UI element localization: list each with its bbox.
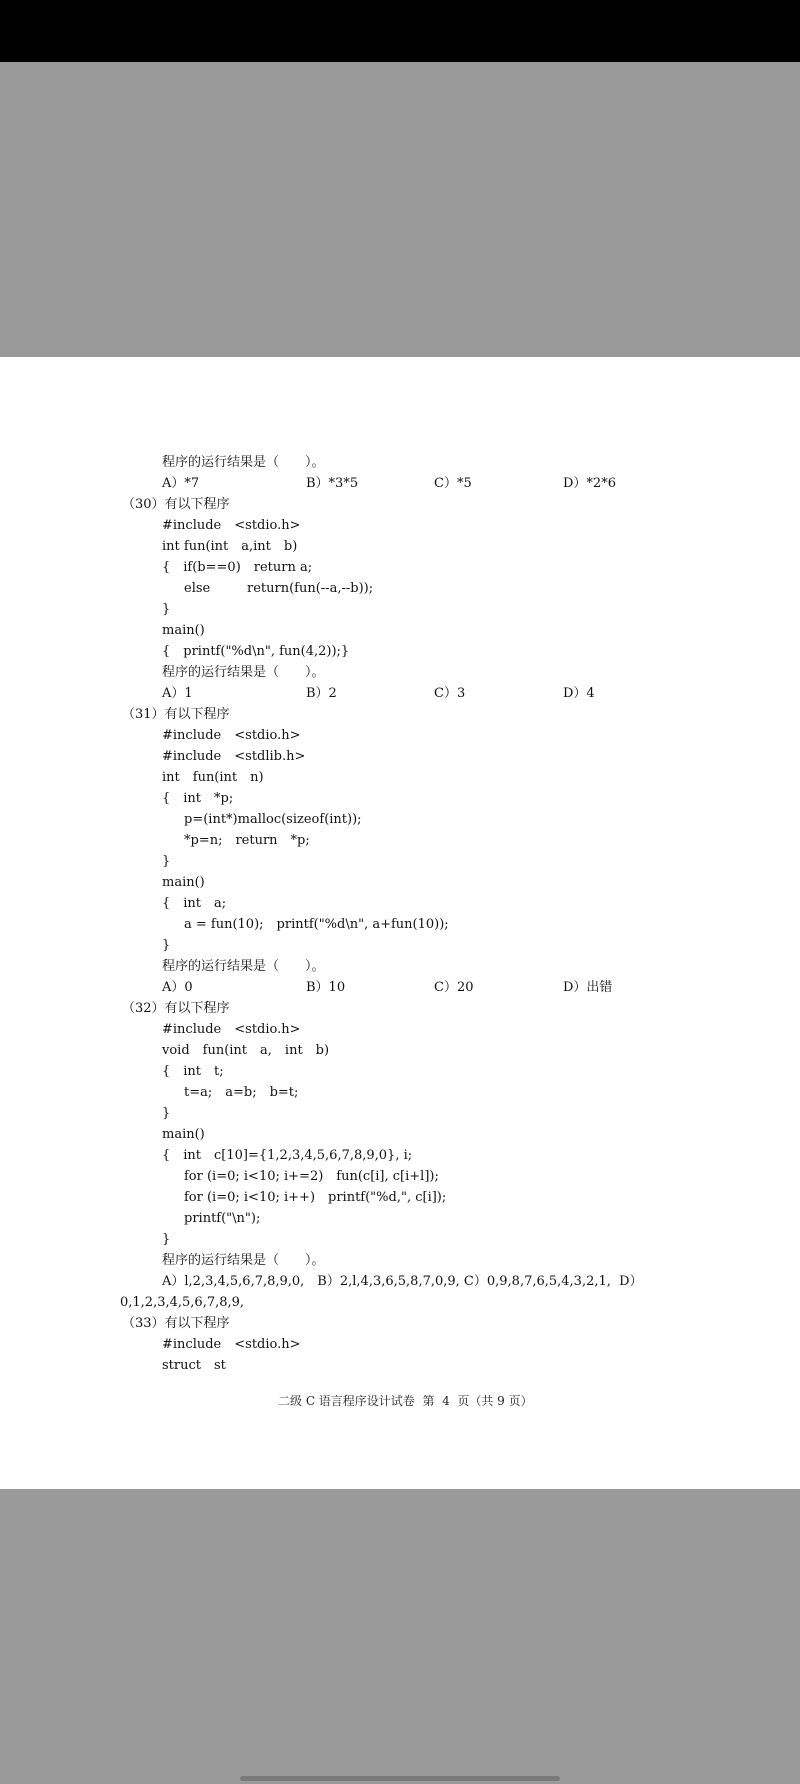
text-line: { if(b==0) return a; xyxy=(162,560,313,575)
text-line: 程序的运行结果是（ ）。 xyxy=(162,959,325,974)
text-line: { int *p; xyxy=(162,791,234,806)
text-line: else xyxy=(184,581,211,596)
text-line: p=(int*)malloc(sizeof(int)); xyxy=(184,812,362,827)
text-line: printf("\n"); xyxy=(184,1211,261,1226)
text-line: A）0 xyxy=(162,980,193,995)
page-footer: 二级 C 语言程序设计试卷 第 4 页（共 9 页） xyxy=(278,1394,533,1408)
text-line: B）10 xyxy=(306,980,346,995)
text-line: for (i=0; i<10; i+=2) fun(c[i], c[i+l]); xyxy=(184,1169,439,1184)
text-line: D）*2*6 xyxy=(563,476,616,491)
text-line: return(fun(--a,--b)); xyxy=(247,581,374,596)
text-line: A）*7 xyxy=(162,476,200,491)
text-line: { int a; xyxy=(162,896,227,911)
text-line: { int t; xyxy=(162,1064,224,1079)
text-line: B）*3*5 xyxy=(306,476,359,491)
text-line: *p=n; return *p; xyxy=(184,833,310,848)
text-line: void fun(int a, int b) xyxy=(162,1043,330,1058)
text-line: （30）有以下程序 xyxy=(122,497,230,512)
text-line: t=a; a=b; b=t; xyxy=(184,1085,299,1100)
text-line: main() xyxy=(162,623,205,638)
text-line: #include <stdlib.h> xyxy=(162,749,306,764)
text-line: C）*5 xyxy=(434,476,472,491)
text-line: A）l,2,3,4,5,6,7,8,9,0, B）2,l,4,3,6,5,8,7,0,9, C）0,9,8,7,6,5,4,3,2,1, D） xyxy=(162,1274,643,1289)
home-indicator[interactable] xyxy=(240,1776,560,1781)
text-line: C）3 xyxy=(434,686,466,701)
text-line: 0,1,2,3,4,5,6,7,8,9, xyxy=(120,1295,245,1310)
document-page xyxy=(0,357,800,1489)
text-line: { printf("%d\n", fun(4,2));} xyxy=(162,644,350,659)
status-bar xyxy=(0,0,800,62)
text-line: （32）有以下程序 xyxy=(122,1001,230,1016)
text-line: #include <stdio.h> xyxy=(162,1022,301,1037)
text-line: 程序的运行结果是（ ）。 xyxy=(162,455,325,470)
text-line: } xyxy=(162,1232,171,1247)
text-line: #include <stdio.h> xyxy=(162,518,301,533)
text-line: （33）有以下程序 xyxy=(122,1316,230,1331)
text-line: for (i=0; i<10; i++) printf("%d,", c[i]); xyxy=(184,1190,447,1205)
text-line: } xyxy=(162,602,171,617)
text-line: A）1 xyxy=(162,686,193,701)
text-line: int fun(int a,int b) xyxy=(162,539,298,554)
text-line: } xyxy=(162,854,171,869)
text-line: struct st xyxy=(162,1358,226,1373)
text-line: C）20 xyxy=(434,980,474,995)
text-line: main() xyxy=(162,1127,205,1142)
text-line: } xyxy=(162,938,171,953)
text-line: 程序的运行结果是（ ）。 xyxy=(162,665,325,680)
text-line: #include <stdio.h> xyxy=(162,1337,301,1352)
text-line: D）4 xyxy=(563,686,595,701)
text-line: main() xyxy=(162,875,205,890)
text-line: 程序的运行结果是（ ）。 xyxy=(162,1253,325,1268)
text-line: #include <stdio.h> xyxy=(162,728,301,743)
text-line: （31）有以下程序 xyxy=(122,707,230,722)
text-line: D）出错 xyxy=(563,980,613,995)
text-line: B）2 xyxy=(306,686,337,701)
text-line: } xyxy=(162,1106,171,1121)
text-line: { int c[10]={1,2,3,4,5,6,7,8,9,0}, i; xyxy=(162,1148,413,1163)
text-line: int fun(int n) xyxy=(162,770,264,785)
text-line: a = fun(10); printf("%d\n", a+fun(10)); xyxy=(184,917,449,932)
